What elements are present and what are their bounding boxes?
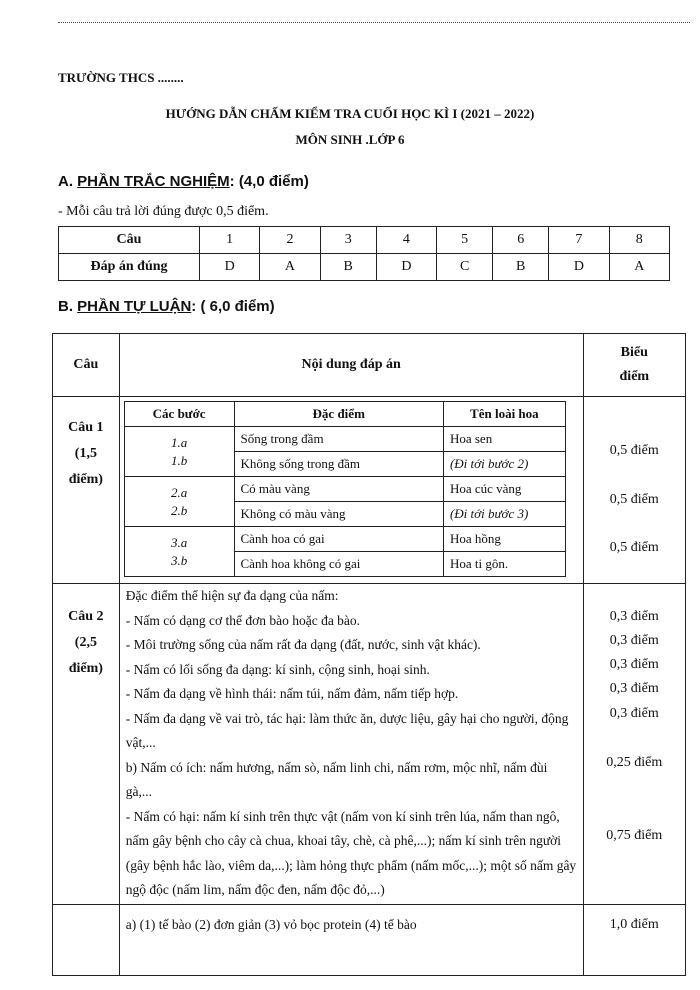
question-3-score: 1,0 điểm <box>583 905 685 976</box>
question-row-label: Câu <box>59 227 200 254</box>
column-header-question: Câu <box>53 334 120 397</box>
question-2-label: Câu 2 (2,5 điểm) <box>53 584 120 905</box>
question-1-scores <box>583 397 685 584</box>
feature-cell: Không sống trong đầm <box>234 452 443 477</box>
score-value: 0,5 điểm <box>609 443 659 458</box>
question-row <box>59 227 670 254</box>
content-line: b) Nấm có ích: nấm hương, nấm sò, nấm linh chi, nấm rơm, mộc nhĩ, nấm đùi gà,... <box>125 759 548 799</box>
flower-name-cell: Hoa cúc vàng <box>443 477 565 502</box>
question-2-row <box>53 584 686 905</box>
question-number: 6 <box>493 227 549 254</box>
score-value: 0,3 điểm <box>609 657 659 672</box>
answer-value: C <box>437 254 493 281</box>
question-1-row <box>53 397 686 584</box>
answer-value: D <box>376 254 436 281</box>
feature-cell: Không có màu vàng <box>234 502 443 527</box>
question-3-content: a) (1) tế bào (2) đơn giản (3) vỏ bọc protein (4) tế bào <box>119 905 583 976</box>
question-3-label <box>53 905 120 976</box>
feature-cell: Có màu vàng <box>234 477 443 502</box>
question-number: 3 <box>320 227 376 254</box>
content-line: - Nấm đa dạng về vai trò, tác hại: làm thức ăn, dược liệu, gây hại cho người, động vật,... <box>125 710 569 750</box>
feature-cell: Sống trong đầm <box>234 427 443 452</box>
dotted-rule <box>58 22 690 23</box>
content-line: Đặc điểm thể hiện sự đa dạng của nấm: <box>125 588 339 603</box>
step-cell: 2.a 2.b <box>124 477 234 527</box>
header-feature: Đặc điểm <box>234 402 443 427</box>
step-cell: 1.a 1.b <box>124 427 234 477</box>
answer-row <box>59 254 670 281</box>
question-3-row <box>53 905 686 976</box>
answer-row-label: Đáp án đúng <box>59 254 200 281</box>
content-line: - Nấm có dạng cơ thể đơn bào hoặc đa bào. <box>125 612 361 628</box>
header-flower-name: Tên loài hoa <box>443 402 565 427</box>
question-1-label: Câu 1 (1,5 điểm) <box>53 397 120 584</box>
answer-value: D <box>200 254 260 281</box>
subject-line: MÔN SINH .LỚP 6 <box>295 132 405 147</box>
answer-value: B <box>493 254 549 281</box>
key-row <box>124 427 565 452</box>
question-2-scores <box>583 584 685 905</box>
score-value: 0,5 điểm <box>609 540 659 555</box>
multiple-choice-answer-table <box>58 226 670 281</box>
column-header-content: Nội dung đáp án <box>119 334 583 397</box>
score-value: 0,5 điểm <box>609 492 659 507</box>
column-header-score: Biểu điểm <box>583 334 685 397</box>
key-row <box>124 527 565 552</box>
feature-cell: Cành hoa có gai <box>234 527 443 552</box>
question-2-content <box>119 584 583 905</box>
content-line: - Môi trường sống của nấm rất đa dạng (đất, nước, sinh vật khác). <box>125 637 481 652</box>
content-line: - Nấm đa dạng về hình thái: nấm túi, nấm đảm, nấm tiếp hợp. <box>125 686 459 701</box>
question-1-content <box>119 397 583 584</box>
section-b-heading: B. PHẦN TỰ LUẬN: ( 6,0 điểm) <box>58 298 275 315</box>
flower-key-table <box>124 401 566 577</box>
answer-value: A <box>260 254 320 281</box>
section-a-note: - Mỗi câu trả lời đúng được 0,5 điểm. <box>58 204 269 219</box>
score-value: 0,3 điểm <box>609 706 659 721</box>
question-number: 4 <box>376 227 436 254</box>
content-line: - Nấm có lối sống đa dạng: kí sinh, cộng sinh, hoại sinh. <box>125 661 430 677</box>
score-value: 0,3 điểm <box>609 609 659 624</box>
section-a-heading: A. PHẦN TRẮC NGHIỆM: (4,0 điểm) <box>58 173 309 190</box>
key-row <box>124 477 565 502</box>
question-number: 7 <box>549 227 609 254</box>
question-number: 5 <box>437 227 493 254</box>
flower-key-header <box>124 402 565 427</box>
score-value: 0,3 điểm <box>609 633 659 648</box>
flower-name-cell: Hoa hồng <box>443 527 565 552</box>
essay-header-row <box>53 334 686 397</box>
question-number: 8 <box>609 227 669 254</box>
score-value: 0,25 điểm <box>606 755 663 770</box>
answer-value: D <box>549 254 609 281</box>
document-title: HƯỚNG DẪN CHẤM KIỂM TRA CUỐI HỌC KÌ I (2021 – 2022) <box>165 106 535 121</box>
step-cell: 3.a 3.b <box>124 527 234 577</box>
question-number: 1 <box>200 227 260 254</box>
flower-name-cell: Hoa ti gôn. <box>443 552 565 577</box>
header-steps: Các bước <box>124 402 234 427</box>
answer-value: A <box>609 254 669 281</box>
content-line: - Nấm có hại: nấm kí sinh trên thực vật (nấm von kí sinh trên lúa, nấm than ngô, nấm gây bệnh cho cây cà chua, khoai tây, chè, cà phê,...); nấm kí sinh trên người (gây bệnh hắc lào, viêm da,...); làm hỏng thực phẩm (nấm mốc,...); một số nấm gây ngộ độc (nấm lim, nấm độc đen, nấm độc đỏ,...) <box>125 808 577 897</box>
feature-cell: Cành hoa không có gai <box>234 552 443 577</box>
flower-name-cell: (Đi tới bước 2) <box>443 452 565 477</box>
score-value: 0,3 điểm <box>609 681 659 696</box>
flower-name-cell: Hoa sen <box>443 427 565 452</box>
school-name: TRƯỜNG THCS ........ <box>58 70 184 85</box>
essay-answer-table <box>52 333 686 976</box>
question-number: 2 <box>260 227 320 254</box>
flower-name-cell: (Đi tới bước 3) <box>443 502 565 527</box>
score-value: 0,75 điểm <box>606 828 663 843</box>
answer-value: B <box>320 254 376 281</box>
